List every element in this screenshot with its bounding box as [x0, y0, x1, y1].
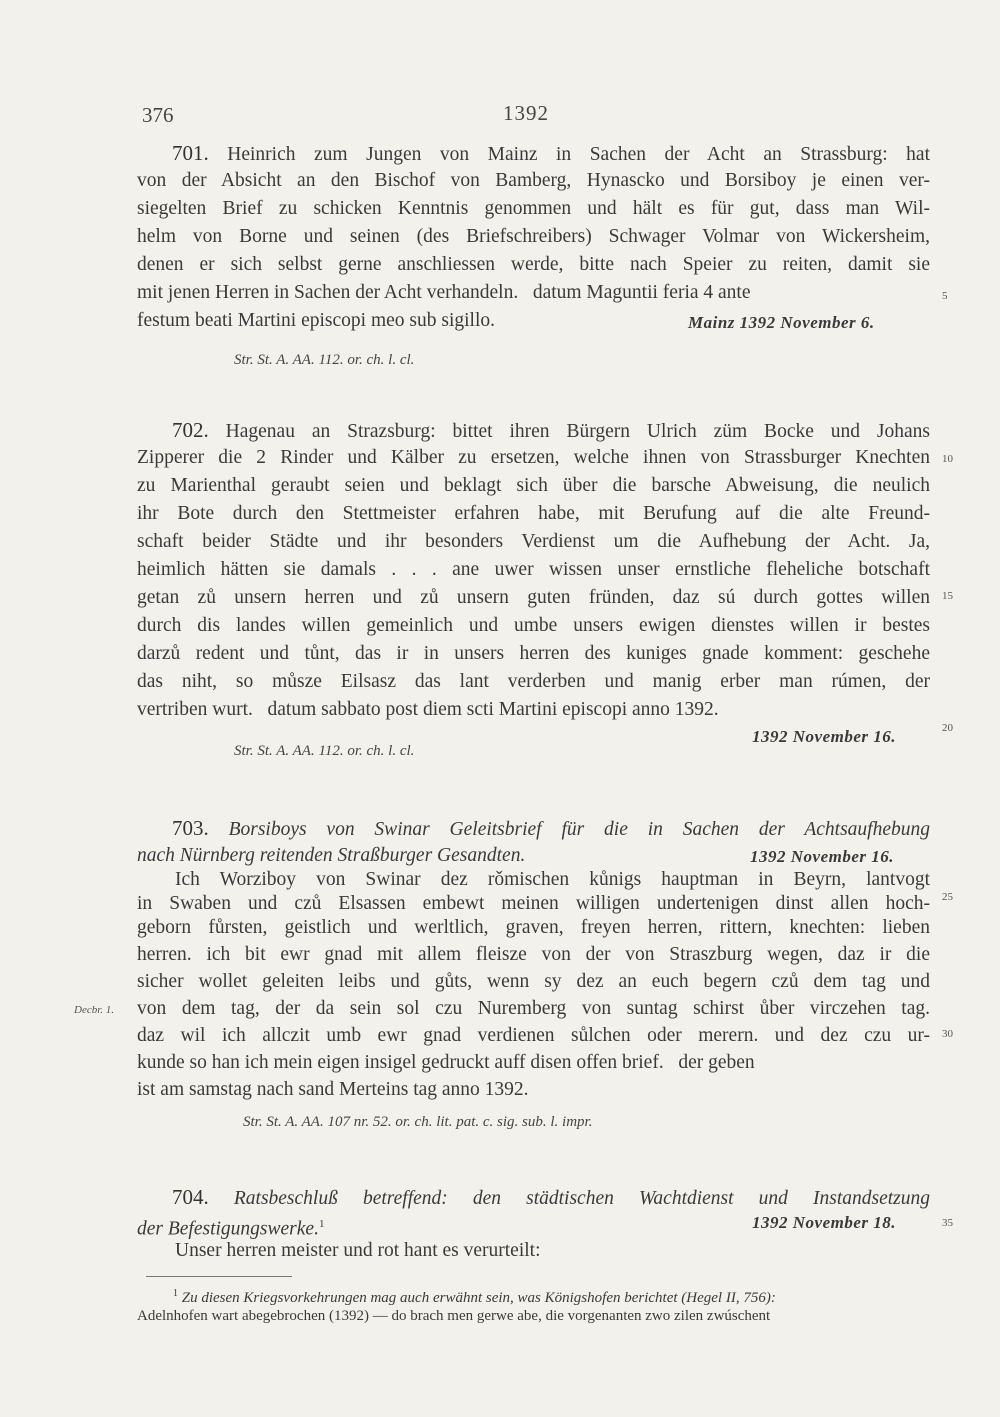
line-number-25: 25 [942, 891, 953, 903]
line-number-10: 10 [942, 453, 953, 465]
doc703-line-7: daz wil ich allczit umb ewr gnad verdienen sůlchen oder merern. und dez czu ur- [137, 1025, 930, 1046]
doc703-number: 703. [172, 816, 209, 840]
doc701-line-3: siegelten Brief zu schicken Kenntnis genommen und hält es für gut, dass man Wil- [137, 198, 930, 219]
doc703-title-line-1: 703. Borsiboys von Swinar Geleitsbrief für die in Sachen der Achtsaufhebung [172, 816, 930, 840]
doc703-line-5: sicher wollet geleiten leibs und gůts, wenn sy dez an euch begern czů dem tag und [137, 971, 930, 992]
doc702-line-3: zu Marienthal geraubt seien und beklagt sich über die barsche Abweisung, die neulich [137, 475, 930, 496]
doc704-line-1: Unser herren meister und rot hant es verurteilt: [175, 1240, 541, 1261]
doc701-line-7: festum beati Martini episcopi meo sub sigillo. [137, 310, 495, 331]
footnote-mark: 1 [173, 1288, 178, 1299]
doc703-title-line-2: nach Nürnberg reitenden Straßburger Gesandten. [137, 845, 526, 866]
footnote-line-1: $^1$ Zu diesen Kriegsvorkehrungen mag auch erwähnt sein, was Königshofen berichtet (Hegel II, 756): [173, 1288, 776, 1306]
doc702-number: 702. [172, 418, 209, 442]
footnote-separator [146, 1276, 292, 1277]
doc701-line-1: 701. Heinrich zum Jungen von Mainz in Sachen der Acht an Strassburg: hat [172, 141, 930, 165]
doc703-line-6: von dem tag, der da sein sol czu Nuremberg von suntag schirst ůber virczehen tag. [137, 998, 930, 1019]
doc702-line-10: das niht, so můsze Eilsasz das lant verderben und manig erber man rúmen, der [137, 671, 930, 692]
doc704-title-line-1: 704. Ratsbeschluß betreffend: den städtischen Wachtdienst und Instandsetzung [172, 1185, 930, 1209]
line-number-5: 5 [942, 290, 948, 302]
doc702-date: 1392 November 16. [752, 727, 897, 746]
doc702-line-1: 702. Hagenau an Strazsburg: bittet ihren Bürgern Ulrich züm Bocke und Johans [172, 418, 930, 442]
doc703-date: 1392 November 16. [750, 847, 895, 866]
line-number-35: 35 [942, 1217, 953, 1229]
doc704-title-line-2: der Befestigungswerke.$^1$ [137, 1218, 325, 1240]
doc703-line-2: in Swaben und czů Elsassen embewt meinen willigen undertenigen dinst allen hoch- [137, 893, 930, 914]
doc702-line-6: heimlich hätten sie damals . . . ane uwer wissen unser ernstliche fleheliche botschaft [137, 559, 930, 580]
doc701-source: Str. St. A. AA. 112. or. ch. l. cl. [234, 352, 415, 368]
doc704-number: 704. [172, 1185, 209, 1209]
doc704-date: 1392 November 18. [752, 1213, 897, 1232]
doc702-line-5: schaft beider Städte und ihr besonders Verdienst um die Aufhebung der Acht. Ja, [137, 531, 930, 552]
page-number: 376 [142, 103, 174, 127]
doc702-line-7: getan zů unsern herren und zů unsern guten fründen, daz sú durch gottes willen [137, 587, 930, 608]
doc701-line-2: von der Absicht an den Bischof von Bamberg, Hynascko und Borsiboy je einen ver- [137, 170, 930, 191]
doc702-line-11: vertriben wurt. datum sabbato post diem scti Martini episcopi anno 1392. [137, 699, 719, 720]
margin-note-decbr: Decbr. 1. [74, 1004, 115, 1016]
line-number-20: 20 [942, 722, 953, 734]
footnote-reference: 1 [318, 1218, 325, 1230]
doc703-source: Str. St. A. AA. 107 nr. 52. or. ch. lit. pat. c. sig. sub. l. impr. [243, 1114, 593, 1130]
running-header-year: 1392 [503, 101, 549, 125]
doc702-line-9: darzů redent und tůnt, das ir in unsers herren des kuniges gnade komment: geschehe [137, 643, 930, 664]
doc701-number: 701. [172, 141, 209, 165]
doc702-line-2: Zipperer die 2 Rinder und Kälber zu ersetzen, welche ihnen von Strassburger Knechten [137, 447, 930, 468]
footnote-line-2: Adelnhofen wart abegebrochen (1392) — do brach men gerwe abe, die vorgenanten zwo zilen zwúschent [137, 1308, 771, 1324]
doc701-line-5: denen er sich selbst gerne anschliessen werde, bitte nach Speier zu reiten, damit sie [137, 254, 930, 275]
doc701-line-6: mit jenen Herren in Sachen der Acht verhandeln. datum Maguntii feria 4 ante [137, 282, 751, 303]
line-number-30: 30 [942, 1028, 953, 1040]
doc703-line-3: geborn fůrsten, geistlich und werltlich, graven, freyen herren, rittern, knechten: lieben [137, 917, 930, 938]
doc702-source: Str. St. A. AA. 112. or. ch. l. cl. [234, 743, 415, 759]
doc702-line-8: durch dis landes willen gemeinlich und umbe unsers ewigen dienstes willen ir bestes [137, 615, 930, 636]
doc702-line-4: ihr Bote durch den Stettmeister erfahren habe, mit Berufung auf die alte Freund- [137, 503, 930, 524]
doc701-date: Mainz 1392 November 6. [688, 313, 875, 332]
doc703-line-4: herren. ich bit ewr gnad mit allem fleisze von der von Straszburg wegen, daz ir die [137, 944, 930, 965]
doc701-line-4: helm von Borne und seinen (des Briefschreibers) Schwager Volmar von Wickersheim, [137, 226, 930, 247]
doc703-line-1: Ich Worziboy von Swinar dez rǒmischen kůnigs hauptman in Beyrn, lantvogt [175, 869, 930, 890]
line-number-15: 15 [942, 590, 953, 602]
doc703-line-8: kunde so han ich mein eigen insigel gedruckt auff disen offen brief. der geben [137, 1052, 755, 1073]
doc703-line-9: ist am samstag nach sand Merteins tag anno 1392. [137, 1079, 529, 1100]
